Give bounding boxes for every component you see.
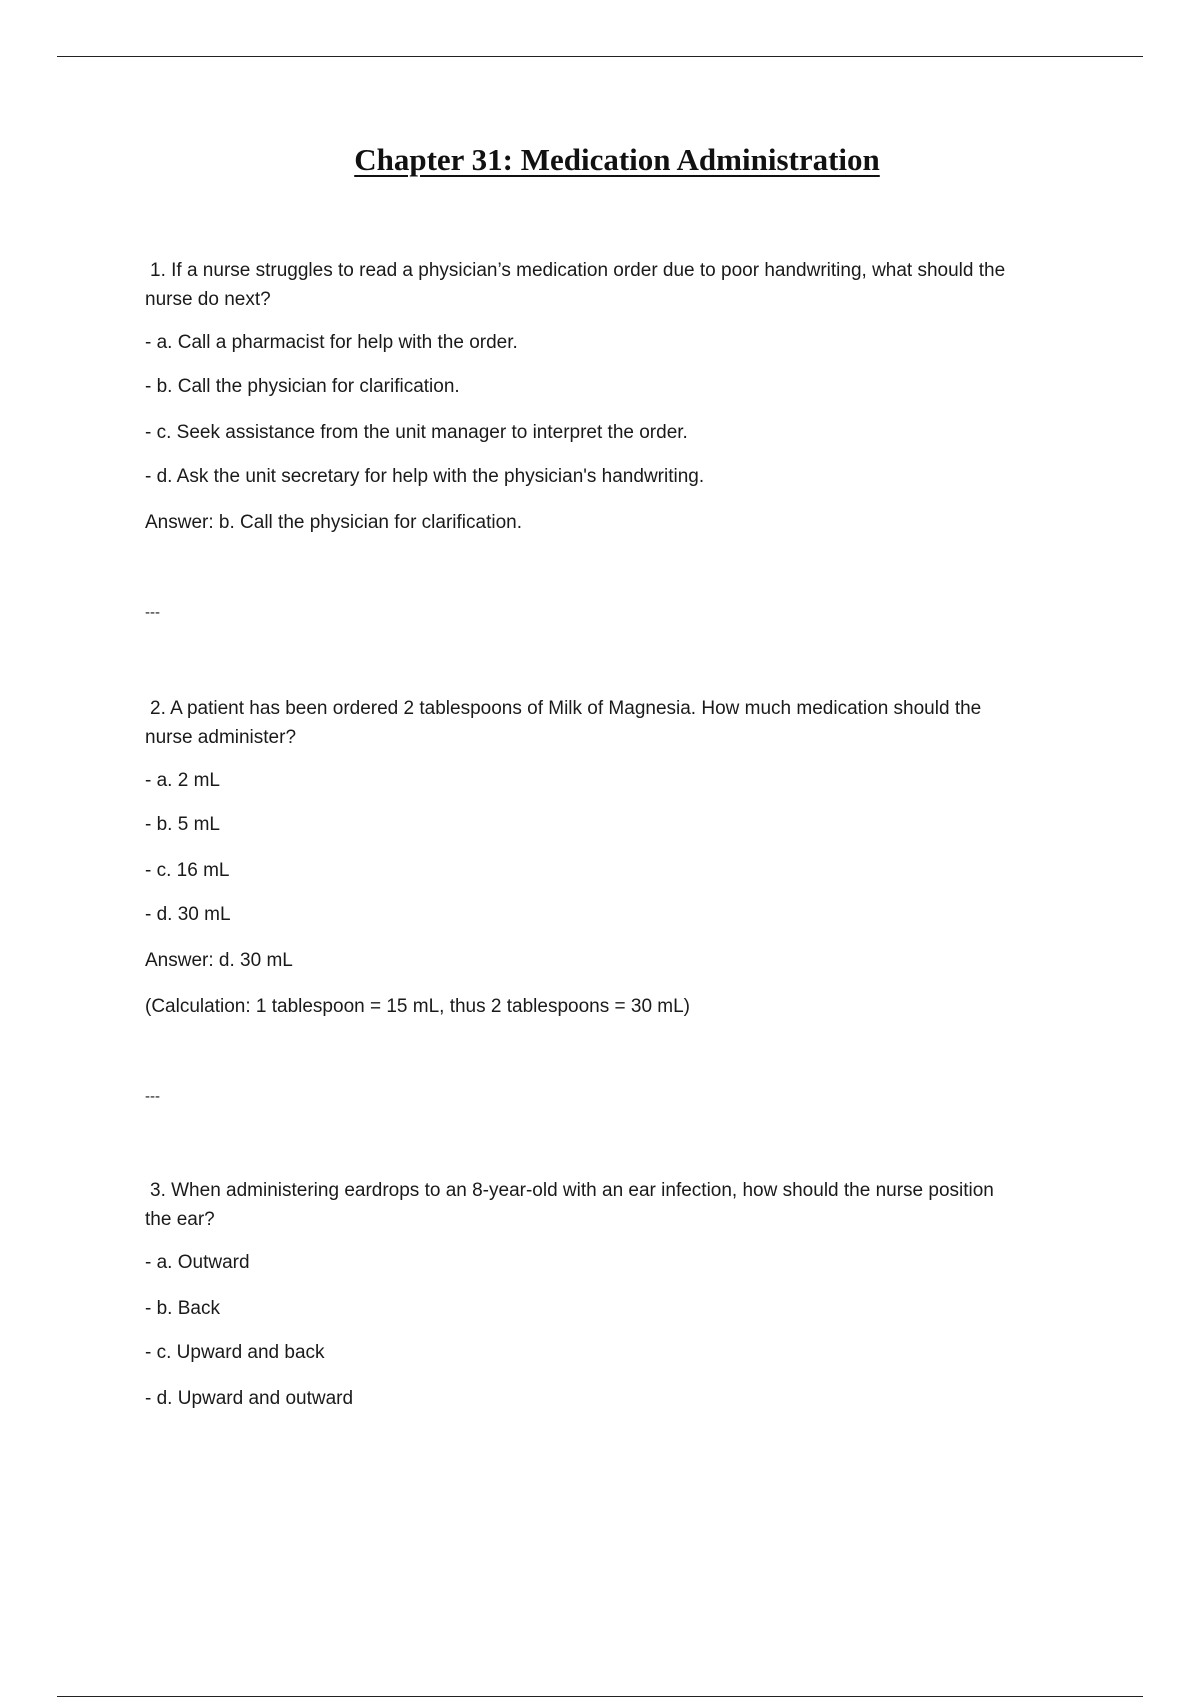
q1-option-d: - d. Ask the unit secretary for help with the physician's handwriting. xyxy=(145,466,705,487)
q2-calculation: (Calculation: 1 tablespoon = 15 mL, thus 2 tablespoons = 30 mL) xyxy=(145,996,691,1017)
q1-option-c: - c. Seek assistance from the unit manager to interpret the order. xyxy=(145,422,688,443)
q1-option-a: - a. Call a pharmacist for help with the order. xyxy=(145,332,518,353)
q1-answer: Answer: b. Call the physician for clarification. xyxy=(145,512,522,533)
question-2-text xyxy=(145,694,1085,752)
q2-option-b: - b. 5 mL xyxy=(145,814,220,835)
q3-option-a: - a. Outward xyxy=(145,1252,250,1273)
question-2-line-2: nurse administer? xyxy=(145,727,297,748)
question-1-text xyxy=(145,256,1085,314)
q3-option-d: - d. Upward and outward xyxy=(145,1388,354,1409)
q2-option-c: - c. 16 mL xyxy=(145,860,230,881)
question-1-line-1: 1. If a nurse struggles to read a physician’s medication order due to poor handwriting, what should the xyxy=(150,260,1006,281)
question-1-line-2: nurse do next? xyxy=(145,289,271,310)
question-3-text xyxy=(145,1176,1085,1234)
q2-option-d: - d. 30 mL xyxy=(145,904,231,925)
separator-1: --- xyxy=(145,604,160,621)
question-3-line-2: the ear? xyxy=(145,1209,215,1230)
separator-2: --- xyxy=(145,1088,160,1105)
top-rule xyxy=(57,56,1143,57)
q3-option-b: - b. Back xyxy=(145,1298,220,1319)
q1-option-b: - b. Call the physician for clarification. xyxy=(145,376,460,397)
question-3-line-1: 3. When administering eardrops to an 8-year-old with an ear infection, how should the nurse position xyxy=(150,1180,994,1201)
bottom-rule xyxy=(57,1696,1143,1697)
q2-option-a: - a. 2 mL xyxy=(145,770,220,791)
q2-answer: Answer: d. 30 mL xyxy=(145,950,293,971)
question-2-line-1: 2. A patient has been ordered 2 tablespoons of Milk of Magnesia. How much medication should the xyxy=(150,698,982,719)
page-title: Chapter 31: Medication Administration xyxy=(354,142,880,177)
q3-option-c: - c. Upward and back xyxy=(145,1342,325,1363)
